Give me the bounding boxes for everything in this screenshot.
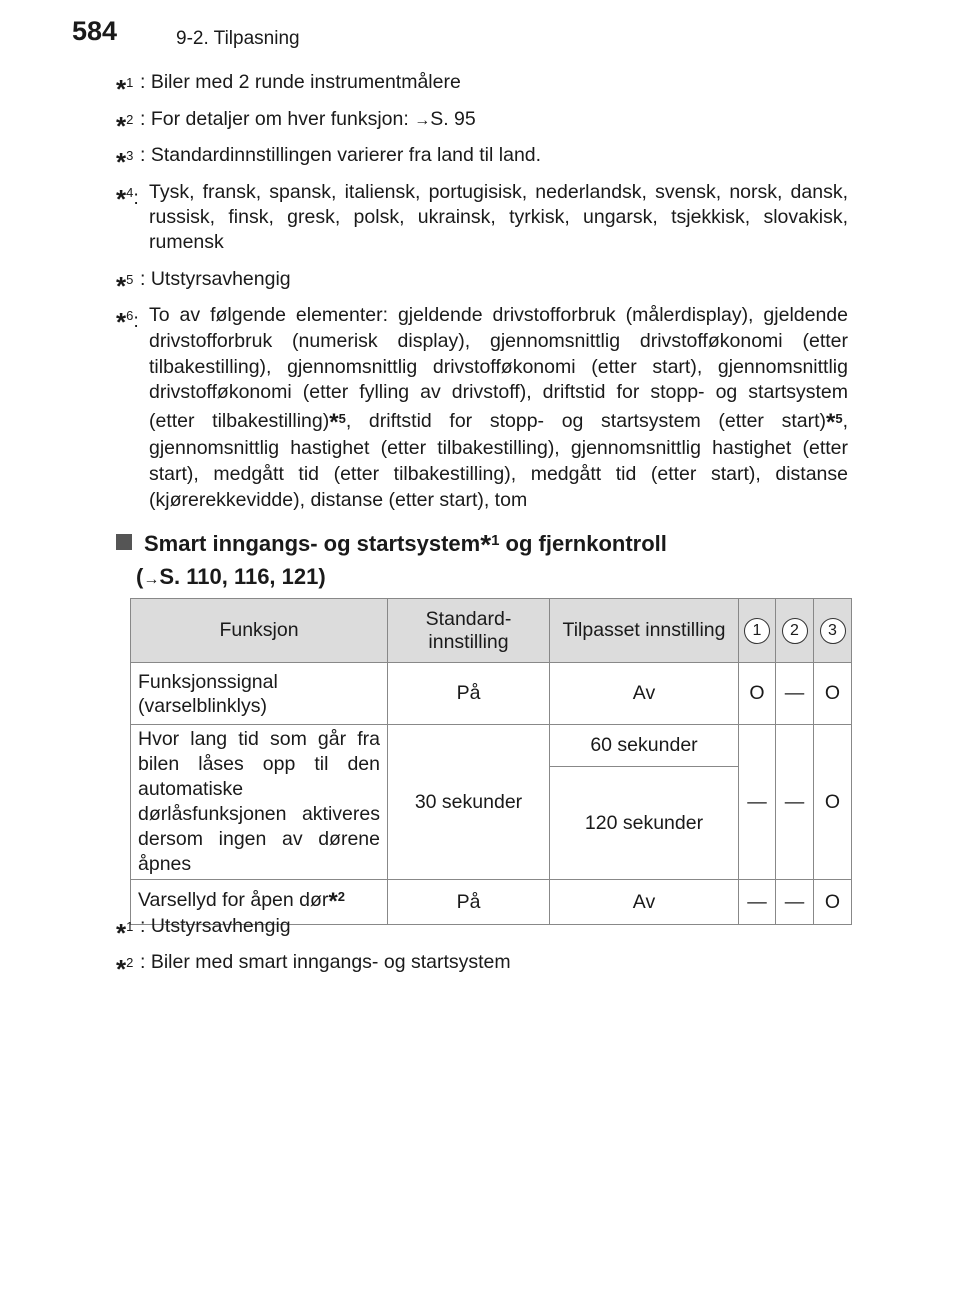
footnote-6 xyxy=(116,303,848,513)
table-header-row xyxy=(131,599,852,663)
footnote-5 xyxy=(116,267,848,301)
footnote-marker: *$^5$ xyxy=(116,271,134,301)
arrow-icon: → xyxy=(143,571,160,588)
table-row xyxy=(131,725,852,767)
custom-cell: 60 sekunder xyxy=(550,725,739,767)
section-heading: Smart inngangs- og startsystem*$^1$ og fjernkontroll (→S. 110, 116, 121) xyxy=(116,525,667,596)
footnote-marker: *$^2$ xyxy=(116,954,134,984)
custom-cell: 120 sekunder xyxy=(550,767,739,880)
col3-cell: O xyxy=(814,663,852,725)
default-cell: 30 sekunder xyxy=(388,725,550,880)
custom-cell: Av xyxy=(550,663,739,725)
section-label: 9-2. Tilpasning xyxy=(176,28,300,49)
footnote-text: Tysk, fransk, spansk, italiensk, portugisisk, nederlandsk, svensk, norsk, dansk, russisk, finsk, gresk, polsk, ukrainsk, tyrkisk, ungarsk, tsjekkisk, slovakisk, rumensk xyxy=(149,181,848,253)
footnote-text: : Standardinnstillingen varierer fra land til land. xyxy=(140,144,542,166)
footnote-marker: *$^4$: xyxy=(116,184,139,214)
column-header-3 xyxy=(814,599,852,663)
footnote-text: : For detaljer om hver funksjon: →S. 95 xyxy=(140,108,476,130)
footnote-marker: *$^1$ xyxy=(116,918,134,948)
col2-cell: — xyxy=(776,663,814,725)
footnote-4 xyxy=(116,180,848,255)
column-header-custom: Tilpasset innstilling xyxy=(550,599,739,663)
column-header-default: Standard-innstilling xyxy=(388,599,550,663)
function-cell: Hvor lang tid som går fra bilen låses opp til den automatiske dørlåsfunksjonen aktiveres dersom ingen av dørene åpnes xyxy=(131,725,388,880)
col2-cell: — xyxy=(776,725,814,880)
table-footnote-2 xyxy=(116,950,848,984)
footnote-reference: *$^5$ xyxy=(329,409,346,437)
footnote-marker: *$^1$ xyxy=(116,74,134,104)
function-cell: Varsellyd for åpen dør*$^2$ xyxy=(131,880,388,925)
settings-table xyxy=(130,598,852,925)
col1-cell: — xyxy=(739,880,776,925)
footnote-text: : Biler med 2 runde instrumentmålere xyxy=(140,71,461,93)
footnote-1 xyxy=(116,70,848,104)
col3-cell: O xyxy=(814,880,852,925)
column-header-1 xyxy=(739,599,776,663)
col2-cell: — xyxy=(776,880,814,925)
page-number: 584 xyxy=(72,16,118,46)
footnote-text: : Utstyrsavhengig xyxy=(140,268,291,290)
circled-number-3: 3 xyxy=(820,618,846,644)
footnote-reference: *$^5$ xyxy=(826,409,843,437)
table-row xyxy=(131,663,852,725)
page-reference: S. 95 xyxy=(430,108,476,130)
col1-cell: O xyxy=(739,663,776,725)
default-cell: På xyxy=(388,663,550,725)
custom-cell: Av xyxy=(550,880,739,925)
circled-number-2: 2 xyxy=(782,618,808,644)
footnote-text: : Utstyrsavhengig xyxy=(140,915,291,937)
square-bullet-icon xyxy=(116,534,132,550)
footnote-2 xyxy=(116,107,848,141)
footnote-reference: *$^2$ xyxy=(328,888,345,915)
col1-cell: — xyxy=(739,725,776,880)
circled-number-1: 1 xyxy=(744,618,770,644)
footnote-marker: *$^3$ xyxy=(116,147,134,177)
column-header-function: Funksjon xyxy=(131,599,388,663)
footnote-3 xyxy=(116,143,848,177)
arrow-icon: → xyxy=(414,112,431,129)
page-reference: S. 110, 116, 121) xyxy=(159,564,326,589)
function-cell: Funksjonssignal (varselblinklys) xyxy=(131,663,388,725)
column-header-2 xyxy=(776,599,814,663)
footnote-text: To av følgende elementer: gjeldende drivstofforbruk (målerdisplay), gjeldende drivstofforbruk (numerisk display), gjennomsnittlig drivstofføkonomi (etter tilbakestilling), gjennomsnittlig drivstofføkonomi (etter start), gjennomsnittlig drivstofføkonomi (etter fylling av drivstoff), driftstid for stopp- og startsystem (etter tilbakestilling)*$^5$, driftstid for stopp- og startsystem (etter start)*$^5$, gjennomsnittlig hastighet (etter tilbakestilling), gjennomsnittlig hastighet (etter start), medgått tid (etter tilbakestilling), medgått tid (etter start), distanse (kjørerekkevidde), distanse (etter start), tom xyxy=(149,304,848,511)
table-footnote-1 xyxy=(116,914,848,948)
footnote-marker: *$^6$: xyxy=(116,307,139,337)
footnote-marker: *$^2$ xyxy=(116,111,134,141)
footnote-reference: *$^1$ xyxy=(480,529,500,560)
col3-cell: O xyxy=(814,725,852,880)
footnote-text: : Biler med smart inngangs- og startsystem xyxy=(140,951,511,973)
default-cell: På xyxy=(388,880,550,925)
